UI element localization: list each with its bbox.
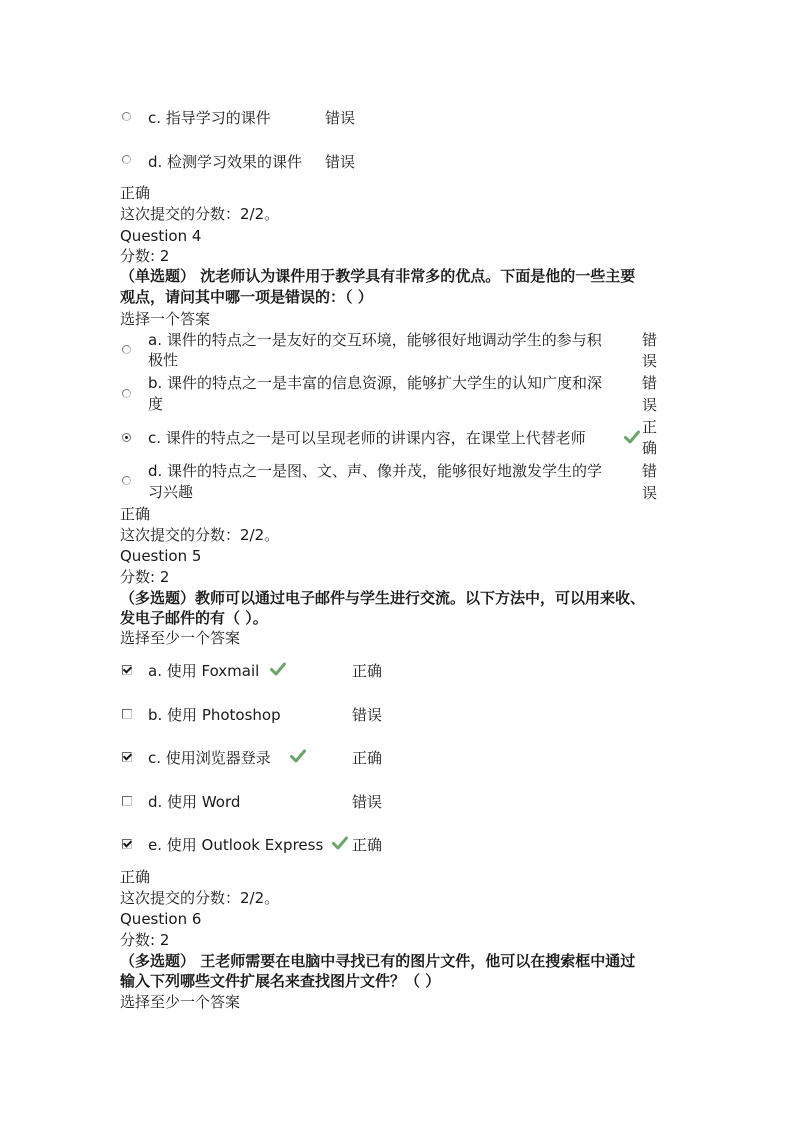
q6-points: 分数: 2 [120, 931, 170, 949]
q5-option-e-result: 正确 [352, 836, 383, 854]
q5-option-a-checkbox[interactable] [122, 665, 132, 675]
q6-instruction: 选择至少一个答案 [120, 993, 241, 1011]
q5-prompt-line1: （多选题）教师可以通过电子邮件与学生进行交流。以下方法中，可以用来收、 [120, 589, 646, 607]
q4-option-d-line2: 习兴趣 [148, 483, 194, 501]
q3-option-d-text: d. 检测学习效果的课件 [148, 153, 303, 171]
q4-option-b-result-2: 误 [642, 396, 658, 414]
q3-score-line: 这次提交的分数：2/2。 [120, 205, 280, 223]
q4-option-b-line2: 度 [148, 395, 164, 413]
q5-option-a-result: 正确 [352, 662, 383, 680]
q4-option-a-result-2: 误 [642, 352, 658, 370]
q5-option-b-text: b. 使用 Photoshop [148, 706, 281, 724]
q4-option-c-radio[interactable] [122, 433, 131, 442]
q4-instruction: 选择一个答案 [120, 310, 211, 328]
check-icon [290, 749, 306, 763]
q5-option-a-text: a. 使用 Foxmail [148, 662, 260, 680]
q5-option-c-result: 正确 [352, 749, 383, 767]
q5-option-e-checkbox[interactable] [122, 839, 132, 849]
q6-prompt-line2: 输入下列哪些文件扩展名来查找图片文件？（ ） [120, 972, 441, 990]
q5-status: 正确 [120, 868, 151, 886]
check-icon [270, 662, 286, 676]
q5-instruction: 选择至少一个答案 [120, 629, 241, 647]
q4-option-a-radio[interactable] [122, 345, 131, 354]
q4-option-c-result-1: 正 [642, 418, 658, 436]
q4-option-c-result-2: 确 [642, 439, 658, 457]
q4-status: 正确 [120, 505, 151, 523]
q4-option-b-result-1: 错 [642, 374, 658, 392]
q5-points: 分数: 2 [120, 568, 170, 586]
q5-option-c-checkbox[interactable] [122, 752, 132, 762]
q5-prompt-line2: 发电子邮件的有（ ）。 [120, 609, 268, 627]
q3-option-c-result: 错误 [325, 109, 356, 127]
q5-header: Question 5 [120, 547, 202, 565]
q4-option-d-result-1: 错 [642, 462, 658, 480]
q4-option-a-line1: a. 课件的特点之一是友好的交互环境，能够很好地调动学生的参与积 [148, 331, 602, 349]
q4-option-a-result-1: 错 [642, 331, 658, 349]
q4-prompt-line2: 观点，请问其中哪一项是错误的：（ ） [120, 288, 373, 306]
q6-header: Question 6 [120, 910, 202, 928]
q5-option-d-result: 错误 [352, 793, 383, 811]
q4-score-line: 这次提交的分数：2/2。 [120, 526, 280, 544]
q4-prompt-line1: （单选题） 沈老师认为课件用于教学具有非常多的优点。下面是他的一些主要 [120, 267, 636, 285]
q4-header: Question 4 [120, 227, 202, 245]
q3-option-d-result: 错误 [325, 153, 356, 171]
q4-option-d-radio[interactable] [122, 476, 131, 485]
q4-option-b-radio[interactable] [122, 389, 131, 398]
q3-option-c-text: c. 指导学习的课件 [148, 109, 271, 127]
q6-prompt-line1: （多选题） 王老师需要在电脑中寻找已有的图片文件，他可以在搜索框中通过 [120, 952, 636, 970]
q5-option-b-result: 错误 [352, 706, 383, 724]
q5-score-line: 这次提交的分数：2/2。 [120, 889, 280, 907]
q3-status: 正确 [120, 184, 151, 202]
q4-points: 分数: 2 [120, 247, 170, 265]
q5-option-d-checkbox[interactable] [122, 796, 132, 806]
q4-option-c-line1: c. 课件的特点之一是可以呈现老师的讲课内容，在课堂上代替老师 [148, 429, 586, 447]
q5-option-e-text: e. 使用 Outlook Express [148, 836, 324, 854]
q4-option-b-line1: b. 课件的特点之一是丰富的信息资源，能够扩大学生的认知广度和深 [148, 374, 603, 392]
q4-option-d-line1: d. 课件的特点之一是图、文、声、像并茂，能够很好地激发学生的学 [148, 462, 603, 480]
q3-option-c-radio[interactable] [122, 112, 131, 121]
q4-option-d-result-2: 误 [642, 484, 658, 502]
check-icon [332, 836, 348, 850]
q5-option-c-text: c. 使用浏览器登录 [148, 749, 271, 767]
q4-option-a-line2: 极性 [148, 351, 179, 369]
q5-option-b-checkbox[interactable] [122, 709, 132, 719]
q5-option-d-text: d. 使用 Word [148, 793, 241, 811]
check-icon [624, 430, 640, 444]
q3-option-d-radio[interactable] [122, 155, 131, 164]
